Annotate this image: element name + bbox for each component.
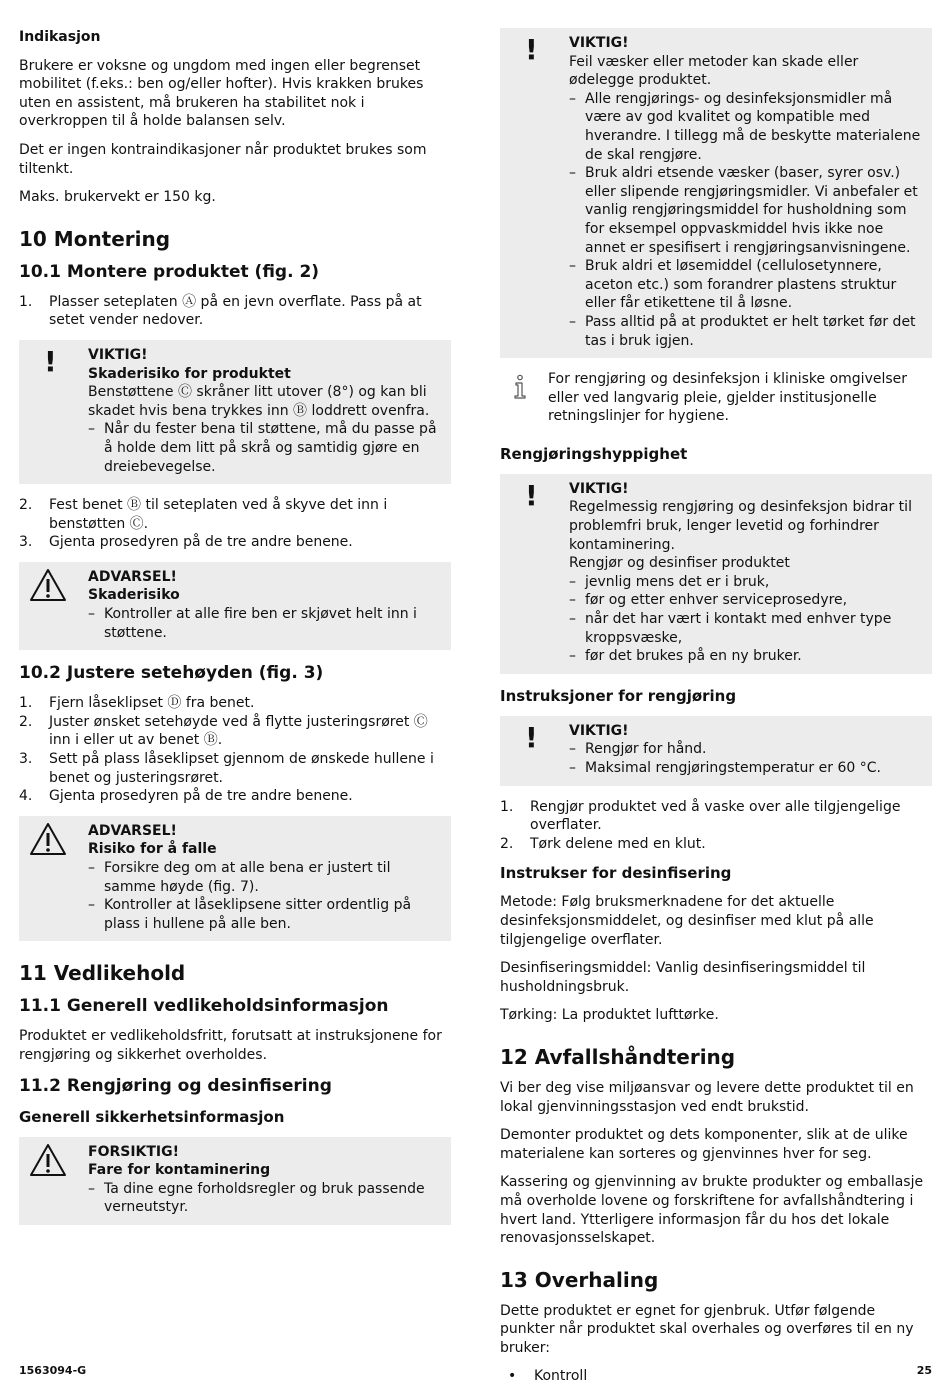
notice-text: Feil væsker eller metoder kan skade eller ødelegge produktet. xyxy=(569,53,859,89)
step-number: 4. xyxy=(19,788,33,805)
list-item: – Ta dine egne forholdsregler og bruk passende verneutstyr. xyxy=(88,1180,425,1216)
section-heading-10: 10 Montering xyxy=(19,226,171,251)
reconditioning-paragraph: Dette produktet er egnet for gjenbruk. Utfør følgende punkter når produktet skal overhales og overføres til en ny bruker: xyxy=(500,1302,914,1356)
list-item: – Pass alltid på at produktet er helt tørket før det tas i bruk igjen. xyxy=(569,313,916,349)
page-number: 25 xyxy=(916,1364,932,1377)
frequency-heading: Rengjøringshyppighet xyxy=(500,444,688,463)
warning-triangle-icon xyxy=(29,822,69,856)
indication-paragraph: Brukere er voksne og ungdom med ingen eller begrenset mobilitet (f.eks.: ben og/eller hofter). Hvis krakken brukes uten en assistent, må brukeren ha stabilitet nok i overkroppen til å holde balansen selv. xyxy=(19,57,424,130)
list-item xyxy=(19,533,451,552)
subsection-heading-11-2: 11.2 Rengjøring og desinfisering xyxy=(19,1075,332,1096)
cleaning-steps xyxy=(500,798,932,854)
list-item: – Bruk aldri etsende væsker (baser, syrer osv.) eller slipende rengjøringsmidler. Vi anbefaler et vanlig rengjøringsmiddel for husholdning som for eksempel oppvaskmiddel hvis ikke noe annet er spesifisert i rengjøringsanvisningene. xyxy=(569,165,918,256)
warning-triangle-icon xyxy=(29,568,69,602)
list-item xyxy=(19,787,451,806)
document-number: 1563094-G xyxy=(19,1364,87,1377)
notice-dash-text: jevnlig mens det er i bruk, xyxy=(585,573,770,590)
step-number: 1. xyxy=(500,798,514,815)
info-icon xyxy=(510,374,530,400)
bullet-text: Kontroll xyxy=(534,1368,588,1385)
indication-paragraph: Det er ingen kontraindikasjoner når produktet brukes som tiltenkt. xyxy=(19,141,427,177)
right-column xyxy=(500,28,932,1386)
step-text: Rengjør produktet ved å vaske over alle tilgjengelige overflater. xyxy=(530,798,901,834)
list-item: – før og etter enhver serviceprosedyre, xyxy=(569,592,848,609)
notice-dash-text: før og etter enhver serviceprosedyre, xyxy=(585,592,848,609)
notice-subtitle: Skaderisiko xyxy=(88,587,180,604)
list-item: – før det brukes på en ny bruker. xyxy=(569,648,802,665)
step-text: Gjenta prosedyren på de tre andre benene. xyxy=(49,534,353,551)
notice-title: VIKTIG! xyxy=(569,722,629,739)
list-item xyxy=(19,694,451,713)
disinfection-paragraph: Metode: Følg bruksmerknadene for det aktuelle desinfeksjonsmiddelet, og desinfiser med klut på alle tilgjengelige overflater. xyxy=(500,894,874,948)
notice-dash-text: Kontroller at låseklipsene sitter ordentlig på plass i hullene på alle ben. xyxy=(104,897,412,932)
list-item: • Kontroll xyxy=(508,1368,588,1385)
exclamation-icon: ! xyxy=(525,720,538,754)
notice-title: VIKTIG! xyxy=(88,346,148,363)
subsection-heading-10-2: 10.2 Justere setehøyden (fig. 3) xyxy=(19,663,324,684)
subsection-heading-11-1: 11.1 Generell vedlikeholdsinformasjon xyxy=(19,996,389,1017)
notice-text: Benstøttene Ⓒ skråner litt utover (8°) og kan bli skadet hvis bena trykkes inn Ⓑ loddrett ovenfra. xyxy=(88,384,430,419)
notice-box-warning xyxy=(19,562,451,650)
notice-subtitle: Fare for kontaminering xyxy=(88,1162,271,1179)
disposal-paragraph: Kassering og gjenvinning av brukte produkter og emballasje må overholde lovene og forskriftene for avfallshåndtering i hvert land. Ytterligere informasjon får du hos det lokale renovasjonsselskapet. xyxy=(500,1174,924,1247)
list-item: – Kontroller at alle fire ben er skjøvet helt inn i støttene. xyxy=(88,606,417,641)
notice-title: FORSIKTIG! xyxy=(88,1143,180,1160)
notice-box-caution xyxy=(19,1137,451,1225)
step-number: 2. xyxy=(19,497,33,514)
list-item xyxy=(19,750,451,787)
list-item xyxy=(19,496,451,533)
list-item: – Rengjør for hånd. xyxy=(569,741,707,758)
notice-text: Rengjør og desinfiser produktet xyxy=(569,555,790,572)
list-item xyxy=(500,835,932,854)
assembly-steps xyxy=(19,496,451,552)
list-item xyxy=(500,798,932,835)
height-adjust-steps xyxy=(19,694,451,806)
disposal-paragraph: Demonter produktet og dets komponenter, slik at de ulike materialene kan sorteres og gjenvinnes hver for seg. xyxy=(500,1127,908,1162)
list-item: – Bruk aldri et løsemiddel (cellulosetynnere, aceton etc.) som forandrer plastens struktur eller får etikettene til å løsne. xyxy=(569,258,897,312)
notice-box-warning xyxy=(19,816,451,942)
assembly-steps xyxy=(19,293,451,330)
step-number: 1. xyxy=(19,695,33,712)
notice-dash-text: Alle rengjørings- og desinfeksjonsmidler må være av god kvalitet og kompatible med hverandre. I tillegg må de beskytte materialene de skal rengjøre. xyxy=(585,90,921,163)
section-heading-11: 11 Vedlikehold xyxy=(19,961,186,986)
disposal-paragraph: Vi ber deg vise miljøansvar og levere dette produktet til en lokal gjenvinningsstasjon ved endt brukstid. xyxy=(500,1079,914,1115)
notice-subtitle: Skaderisiko for produktet xyxy=(88,365,291,382)
exclamation-icon: ! xyxy=(525,478,538,512)
subsection-heading-10-1: 10.1 Montere produktet (fig. 2) xyxy=(19,261,320,282)
notice-box-important xyxy=(500,28,932,358)
exclamation-icon: ! xyxy=(44,344,57,378)
step-text: Plasser seteplaten Ⓐ på en jevn overflate. Pass på at setet vender nedover. xyxy=(49,293,422,329)
notice-dash-text: Forsikre deg om at alle bena er justert til samme høyde (fig. 7). xyxy=(104,860,391,895)
maintenance-paragraph: Produktet er vedlikeholdsfritt, forutsatt at instruksjonene for rengjøring og sikkerhet overholdes. xyxy=(19,1028,442,1063)
notice-dash-text: Maksimal rengjøringstemperatur er 60 °C. xyxy=(585,760,881,776)
notice-box-important xyxy=(19,340,451,484)
notice-title: ADVARSEL! xyxy=(88,568,177,585)
step-number: 2. xyxy=(19,713,33,730)
list-item xyxy=(19,713,451,750)
notice-dash-text: Rengjør for hånd. xyxy=(585,741,707,758)
left-column xyxy=(19,28,451,1237)
notice-dash-text: Ta dine egne forholdsregler og bruk passende verneutstyr. xyxy=(104,1180,425,1216)
notice-title: VIKTIG! xyxy=(569,480,629,497)
disinfection-heading: Instrukser for desinfisering xyxy=(500,864,732,883)
indication-heading: Indikasjon xyxy=(19,29,101,45)
step-text: Fest benet Ⓑ til seteplaten ved å skyve det inn i benstøtten Ⓒ. xyxy=(49,497,388,532)
notice-dash-text: Kontroller at alle fire ben er skjøvet helt inn i støttene. xyxy=(104,606,417,641)
exclamation-icon: ! xyxy=(525,33,538,66)
notice-box-important xyxy=(500,716,932,786)
step-number: 3. xyxy=(19,751,33,768)
step-number: 3. xyxy=(19,534,33,551)
list-item: – Maksimal rengjøringstemperatur er 60 °C. xyxy=(569,760,881,776)
warning-triangle-icon xyxy=(29,1143,69,1177)
notice-dash-text: Bruk aldri et løsemiddel (cellulosetynnere, aceton etc.) som forandrer plastens struktur eller får etikettene til å løsne. xyxy=(585,258,897,312)
step-text: Fjern låseklipset Ⓓ fra benet. xyxy=(49,695,255,712)
notice-title: VIKTIG! xyxy=(569,35,629,51)
notice-dash-text: Bruk aldri etsende væsker (baser, syrer osv.) eller slipende rengjøringsmidler. Vi anbefaler et vanlig rengjøringsmiddel for husholdning som for eksempel oppvaskmiddel hvis ikke noe annet er spesifisert i rengjøringsanvisningene. xyxy=(585,165,918,256)
step-text: Gjenta prosedyren på de tre andre benene. xyxy=(49,788,353,805)
step-text: Sett på plass låseklipset gjennom de ønskede hullene i benet og justeringsrøret. xyxy=(49,751,434,786)
notice-subtitle: Risiko for å falle xyxy=(88,841,217,858)
step-text: Juster ønsket setehøyde ved å flytte justeringsrøret Ⓒ inn i eller ut av benet Ⓑ. xyxy=(49,713,428,749)
step-text: Tørk delene med en klut. xyxy=(530,835,706,852)
list-item xyxy=(19,293,451,330)
notice-text: Regelmessig rengjøring og desinfeksjon bidrar til problemfri bruk, lenger levetid og forhindrer kontaminering. xyxy=(569,499,912,553)
list-item: – Alle rengjørings- og desinfeksjonsmidler må være av god kvalitet og kompatible med hverandre. I tillegg må de beskytte materialene de skal rengjøre. xyxy=(569,90,921,163)
reconditioning-list xyxy=(500,1367,932,1386)
list-item: – Forsikre deg om at alle bena er justert til samme høyde (fig. 7). xyxy=(88,860,391,895)
info-note xyxy=(500,370,932,426)
disinfection-paragraph: Desinfiseringsmiddel: Vanlig desinfiseringsmiddel til husholdningsbruk. xyxy=(500,960,866,995)
notice-box-important xyxy=(500,474,932,674)
notice-title: ADVARSEL! xyxy=(88,822,177,839)
list-item: – når det har vært i kontakt med enhver type kroppsvæske, xyxy=(569,611,892,646)
list-item: – Når du fester bena til støttene, må du passe på å holde dem litt på skrå og samtidig gjøre en dreiebevegelse. xyxy=(88,421,437,475)
step-number: 2. xyxy=(500,835,514,852)
section-heading-13: 13 Overhaling xyxy=(500,1267,659,1292)
list-item: – Kontroller at låseklipsene sitter ordentlig på plass i hullene på alle ben. xyxy=(88,897,412,932)
list-item: – jevnlig mens det er i bruk, xyxy=(569,573,770,590)
indication-paragraph: Maks. brukervekt er 150 kg. xyxy=(19,189,216,206)
notice-dash-text: Når du fester bena til støttene, må du passe på å holde dem litt på skrå og samtidig gjøre en dreiebevegelse. xyxy=(104,421,437,475)
notice-dash-text: Pass alltid på at produktet er helt tørket før det tas i bruk igjen. xyxy=(585,313,916,349)
cleaning-heading: Instruksjoner for rengjøring xyxy=(500,686,737,705)
disinfection-paragraph: Tørking: La produktet lufttørke. xyxy=(500,1007,719,1024)
notice-dash-text: før det brukes på en ny bruker. xyxy=(585,648,802,665)
safety-heading: Generell sikkerhetsinformasjon xyxy=(19,1107,285,1126)
info-note-text: For rengjøring og desinfeksjon i kliniske omgivelser eller ved langvarig pleie, gjelder institusjonelle retningslinjer for hygiene. xyxy=(548,371,908,425)
notice-dash-text: når det har vært i kontakt med enhver type kroppsvæske, xyxy=(585,611,892,646)
step-number: 1. xyxy=(19,293,33,310)
section-heading-12: 12 Avfallshåndtering xyxy=(500,1044,736,1069)
